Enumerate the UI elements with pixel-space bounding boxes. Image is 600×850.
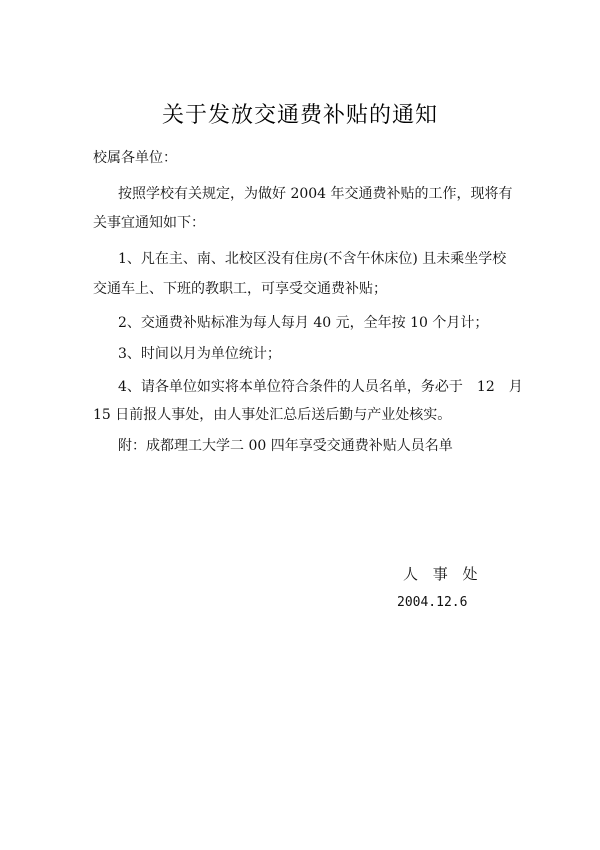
item-1-line-1: 1、凡在主、南、北校区没有住房(不含午休床位) 且未乘坐学校 (118, 251, 507, 267)
paragraph-intro-line-2: 关事宜通知如下： (93, 215, 205, 231)
item-1-line-2: 交通车上、下班的教职工，可享受交通费补贴； (93, 281, 387, 297)
signature-date: 2004.12.6 (397, 595, 468, 610)
attachment-note: 附：成都理工大学二 00 四年享受交通费补贴人员名单 (118, 438, 453, 454)
item-2: 2、交通费补贴标准为每人每月 40 元，全年按 10 个月计； (118, 315, 489, 331)
paragraph-intro-line-1: 按照学校有关规定，为做好 2004 年交通费补贴的工作，现将有 (118, 186, 513, 202)
document-title: 关于发放交通费补贴的通知 (161, 103, 438, 128)
signature-department: 人 事 处 (403, 565, 483, 583)
item-3: 3、时间以月为单位统计； (118, 346, 281, 362)
salutation: 校属各单位： (93, 150, 177, 166)
item-4-line-1: 4、请各单位如实将本单位符合条件的人员名单，务必于 12 月 (118, 379, 523, 395)
item-4-line-2: 15 日前报人事处，由人事处汇总后送后勤与产业处核实。 (93, 407, 452, 423)
